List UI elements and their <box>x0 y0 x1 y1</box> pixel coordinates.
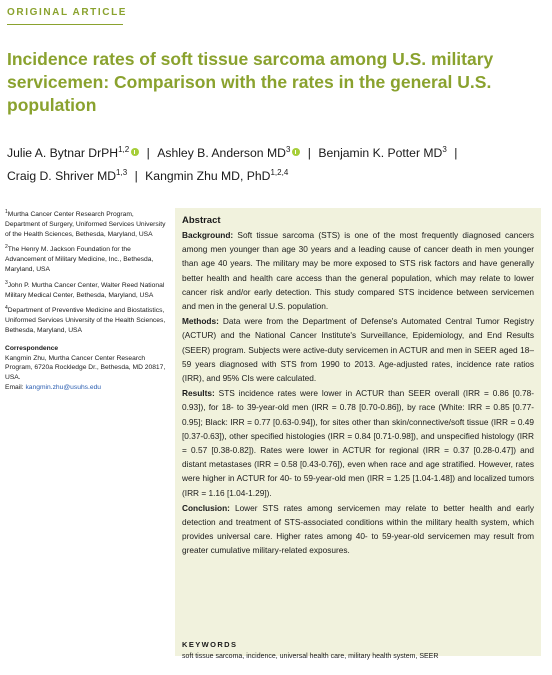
article-type-rule <box>7 24 123 25</box>
affiliation: $^1$Murtha Cancer Center Research Program, Department of Surgery, Uniformed Services University of the Health Sciences, Bethesda, Maryland, USA <box>5 209 166 238</box>
author-separator: | <box>307 146 311 160</box>
affiliation: $^3$John P. Murtha Cancer Center, Walter Reed National Military Medical Center, Bethesda, Maryland, USA <box>5 279 165 299</box>
affiliation: $^4$Department of Preventive Medicine and Biostatistics, Uniformed Services University of the Health Sciences, Bethesda, Maryland, USA <box>5 305 166 334</box>
orcid-icon[interactable] <box>292 148 300 156</box>
abstract-methods: Methods: Data were from the Department of Defense's Automated Central Tumor Registry (ACTUR) and the National Cancer Institute's Surveillance, Epidemiology, and End Results (SEER) program. Subjects were active-duty servicemen in ACTUR and men in SEER aged 18–59 years diagnosed with STS from 1990 to 2013. Age-adjusted rates, incidence rate ratios (IRR), and 95% CIs were calculated. <box>182 316 534 384</box>
affiliations-column <box>5 208 167 393</box>
correspondence-address: Kangmin Zhu, Murtha Cancer Center Research Program, 6720a Rockledge Dr., Bethesda, MD 20817, USA. <box>5 354 166 382</box>
keywords-heading: KEYWORDS <box>182 640 238 649</box>
author-separator: | <box>146 146 150 160</box>
correspondence-email <box>5 383 167 393</box>
author-separator: | <box>454 146 458 160</box>
author[interactable]: Ashley B. Anderson $MD^3$ <box>157 146 300 160</box>
author[interactable]: Craig D. Shriver MD$^{1,3}$ <box>7 168 128 183</box>
author[interactable]: Julie A. Bytnar DrPH$^{1,2}$ <box>7 146 139 160</box>
results-label: Results: <box>182 388 215 399</box>
author[interactable]: Benjamin K. Potter $MD^3$ <box>318 145 447 160</box>
author[interactable]: Kangmin Zhu MD, PhD$^{1,2,4}$ <box>145 168 289 183</box>
methods-label: Methods: <box>182 316 219 327</box>
background-label: Background: <box>182 230 234 240</box>
conclusion-label: Conclusion: <box>182 502 230 513</box>
affiliation: $^2$The Henry M. Jackson Foundation for the Advancement of Military Medicine, Inc., Bethesda, Maryland, USA <box>5 244 154 273</box>
abstract-heading: Abstract <box>182 215 221 226</box>
author-separator: | <box>134 169 138 183</box>
orcid-icon[interactable] <box>131 148 139 156</box>
email-link[interactable]: kangmin.zhu@usuhs.edu <box>25 383 102 391</box>
keywords-list: soft tissue sarcoma, incidence, universal health care, military health system, SEER <box>182 653 439 660</box>
abstract-conclusion: Conclusion: Lower STS rates among servicemen may relate to better health and early detection and treatment of STS-associated conditions within the military health system, which provides universal care. Higher rates among 40- to 59-year-old servicemen may result from greater cumulative military-related exposures. <box>182 502 534 556</box>
abstract-box <box>175 208 541 656</box>
author-list <box>7 140 547 186</box>
article-title: Incidence rates of soft tissue sarcoma among U.S. military servicemen: Comparison with the rates in the general U.S. population <box>7 49 494 115</box>
correspondence-heading: Correspondence <box>5 344 59 352</box>
email-label: Email: <box>5 383 24 391</box>
abstract-background: Background: Soft tissue sarcoma (STS) is one of the most frequently diagnosed cancers among men younger than age 30 years and a leading cause of cancer death in men younger than age 40 years. The military may be more exposed to STS risk factors and have generally better health and health care access than the general population, which may relate to lower cancer risk and/or early detection. This study compared STS incidence between servicemen and men in the general U.S. population. <box>182 230 535 312</box>
article-type-label: ORIGINAL ARTICLE <box>7 7 128 18</box>
abstract-results: Results: STS incidence rates were lower in ACTUR than SEER overall (IRR = 0.86 [0.78-0.93]), for 18- to 39-year-old men (IRR = 0.78 [0.70-0.86]), by race (White: IRR = 0.85 [0.77-0.95]; Black: IRR = 0.77 [0.63-0.94]), for sites other than skin/connective/soft tissue (IRR = 0.49 [0.37-0.63]), other specified histologies (IRR = 0.84 [0.71-0.98]), and unspecified histology (IRR = 0.57 [0.38-0.82]). Rates were lower in ACTUR for regional (IRR = 0.37 [0.28-0.47]) and distant metastases (IRR = 0.58 [0.43-0.76]), even when race and age stratified. However, rates were higher in ACTUR for 40- to 59-year-old men (IRR = 1.25 [1.04-1.48]) and localized tumors (IRR = 1.16 [1.04-1.29]). <box>182 388 534 498</box>
